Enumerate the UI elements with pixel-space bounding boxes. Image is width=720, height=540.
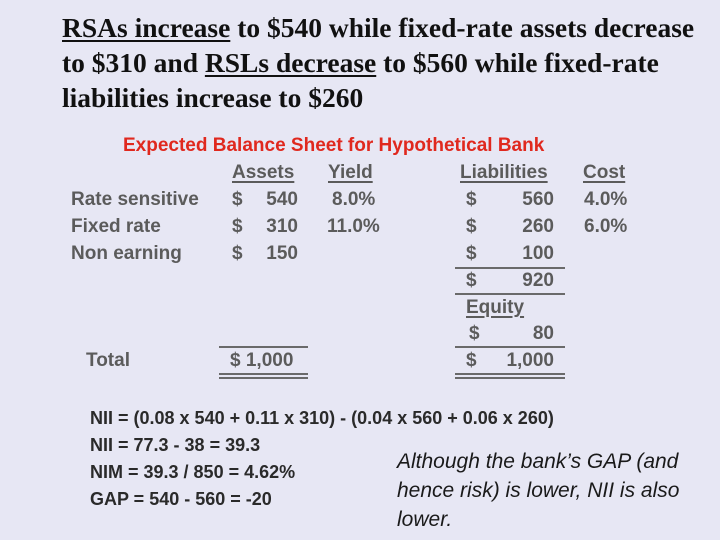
cost-value: 6.0% <box>584 216 628 237</box>
total-label: Total <box>86 350 130 371</box>
yield-value: 11.0% <box>327 216 380 237</box>
row-label-fixed-rate: Fixed rate <box>71 216 161 237</box>
double-underline <box>219 377 308 379</box>
equity-dollar-sign: $ <box>469 323 480 344</box>
equity-value: 80 <box>532 323 554 344</box>
divider-line <box>455 346 565 348</box>
formula-nim: NIM = 39.3 / 850 = 4.62% <box>90 462 296 482</box>
cost-value: 4.0% <box>584 189 628 210</box>
asset-value: 540 <box>266 189 298 210</box>
liability-total-value: 1,000 <box>506 350 554 371</box>
divider-line <box>455 267 565 269</box>
liability-value: 100 <box>522 243 554 264</box>
double-underline <box>219 373 308 375</box>
divider-line <box>219 346 308 348</box>
formula-gap: GAP = 540 - 560 = -20 <box>90 489 272 509</box>
yield-value: 8.0% <box>332 189 376 210</box>
asset-dollar-sign: $ <box>232 243 243 264</box>
double-underline <box>455 377 565 379</box>
row-label-non-earning: Non earning <box>71 243 182 264</box>
header-liabilities: Liabilities <box>460 162 548 183</box>
asset-value: 150 <box>266 243 298 264</box>
asset-dollar-sign: $ <box>232 216 243 237</box>
liability-subtotal-value: 920 <box>522 270 554 291</box>
liability-dollar-sign: $ <box>466 216 477 237</box>
header-cost: Cost <box>583 162 626 183</box>
asset-total: $ 1,000 <box>230 350 294 371</box>
divider-line <box>455 293 565 295</box>
asset-value: 310 <box>266 216 298 237</box>
liability-subtotal-dollar-sign: $ <box>466 270 477 291</box>
liability-value: 260 <box>522 216 554 237</box>
balance-sheet-title: Expected Balance Sheet for Hypothetical Bank <box>123 135 545 156</box>
formula-nii: NII = (0.08 x 540 + 0.11 x 310) - (0.04 x 560 + 0.06 x 260) <box>90 408 554 428</box>
title-rsls-decrease: RSLs decrease <box>204 47 377 78</box>
title-text-2: to $560 while fixed-rate liabilities increase to $260 <box>62 47 659 113</box>
header-yield: Yield <box>328 162 373 183</box>
liability-value: 560 <box>522 189 554 210</box>
asset-dollar-sign: $ <box>232 189 243 210</box>
equity-label: Equity <box>466 297 525 318</box>
formula-nii-result: NII = 77.3 - 38 = 39.3 <box>90 435 261 455</box>
slide-title <box>62 10 712 115</box>
title-text-1: to $540 while fixed-rate assets decrease to $310 and <box>62 12 695 78</box>
note-text: Although the bank’s GAP (and hence risk) is lower, NII is also lower. <box>397 450 680 531</box>
liability-dollar-sign: $ <box>466 189 477 210</box>
double-underline <box>455 373 565 375</box>
liability-dollar-sign: $ <box>466 243 477 264</box>
liability-total-dollar-sign: $ <box>466 350 477 371</box>
title-rsas-increase: RSAs increase <box>62 12 231 43</box>
header-assets: Assets <box>232 162 295 183</box>
row-label-rate-sensitive: Rate sensitive <box>71 189 199 210</box>
